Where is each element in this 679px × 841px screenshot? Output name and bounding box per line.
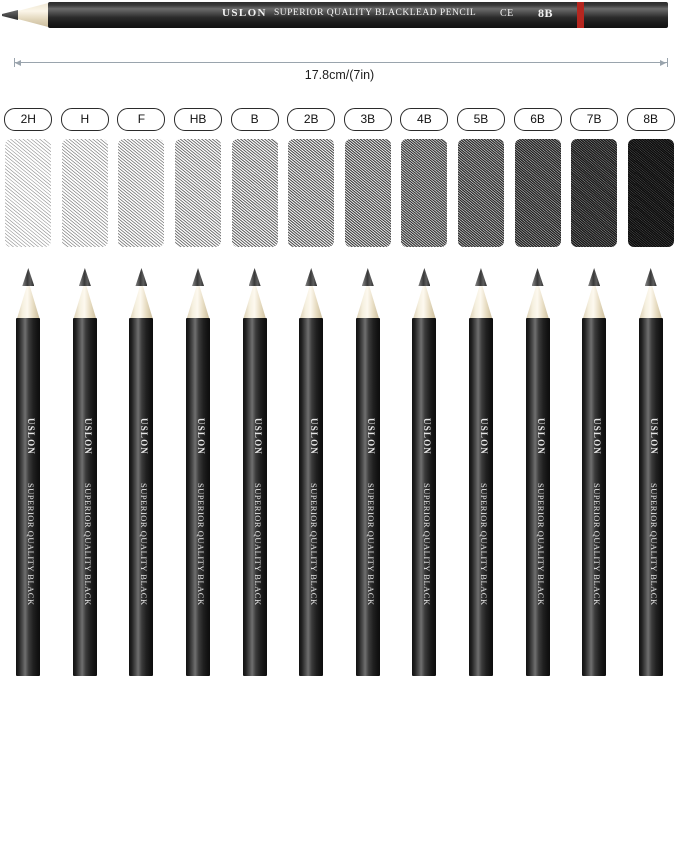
pencil-row: [0, 268, 679, 676]
grade-chip[interactable]: 4B: [400, 108, 448, 131]
measure-end-cap-right: [667, 58, 668, 67]
grade-chip[interactable]: H: [61, 108, 109, 131]
pencil-lead-tip: [135, 268, 147, 286]
pencil: [355, 268, 381, 676]
pencil-lead-tip: [588, 268, 600, 286]
pencil-description: SUPERIOR QUALITY BLACK: [472, 483, 496, 841]
hatch-icon: [5, 139, 51, 247]
hatch-icon: [62, 139, 108, 247]
grade-column: [625, 108, 677, 247]
top-pencil-red-band: [577, 2, 584, 28]
grade-hatch-swatch: [628, 139, 674, 247]
grade-column: [455, 108, 507, 247]
grade-column: [229, 108, 281, 247]
grade-hatch-swatch: [515, 139, 561, 247]
hatch-icon: [175, 139, 221, 247]
grade-hatch-swatch: [232, 139, 278, 247]
pencil-wood-cone: [582, 281, 606, 321]
grade-chip[interactable]: HB: [174, 108, 222, 131]
grade-hatch-swatch: [175, 139, 221, 247]
grade-chip[interactable]: F: [117, 108, 165, 131]
pencil-brand: USLON: [246, 418, 270, 776]
hatch-icon: [515, 139, 561, 247]
grade-column: [59, 108, 111, 247]
hatch-icon: [345, 139, 391, 247]
pencil-description: SUPERIOR QUALITY BLACK: [642, 483, 666, 841]
pencil-brand: USLON: [472, 418, 496, 776]
pencil: [581, 268, 607, 676]
pencil-wood-cone: [469, 281, 493, 321]
grade-chip[interactable]: 2B: [287, 108, 335, 131]
grade-hatch-swatch: [118, 139, 164, 247]
pencil-wood-cone: [16, 281, 40, 321]
grade-column: [512, 108, 564, 247]
pencil-description: SUPERIOR QUALITY BLACK: [529, 483, 553, 841]
pencil-wood-cone: [299, 281, 323, 321]
grade-swatch-row: [0, 108, 679, 258]
pencil-description: SUPERIOR QUALITY BLACK: [359, 483, 383, 841]
hatch-icon: [288, 139, 334, 247]
pencil-brand: USLON: [76, 418, 100, 776]
pencil-brand: USLON: [19, 418, 43, 776]
pencil-lead-tip: [305, 268, 317, 286]
pencil-lead-tip: [249, 268, 261, 286]
top-pencil-description: SUPERIOR QUALITY BLACKLEAD PENCIL: [274, 8, 476, 18]
pencil-wood-cone: [186, 281, 210, 321]
grade-hatch-swatch: [288, 139, 334, 247]
pencil-brand: USLON: [132, 418, 156, 776]
measure-line-rule: [14, 62, 668, 63]
pencil-wood-cone: [73, 281, 97, 321]
grade-hatch-swatch: [5, 139, 51, 247]
grade-chip[interactable]: 6B: [514, 108, 562, 131]
pencil: [638, 268, 664, 676]
grade-column: [115, 108, 167, 247]
pencil-brand: USLON: [529, 418, 553, 776]
arrow-right-icon: [660, 60, 666, 66]
pencil: [185, 268, 211, 676]
pencil: [411, 268, 437, 676]
top-pencil: [0, 0, 679, 48]
pencil-description: SUPERIOR QUALITY BLACK: [302, 483, 326, 841]
pencil-description: SUPERIOR QUALITY BLACK: [415, 483, 439, 841]
pencil-description: SUPERIOR QUALITY BLACK: [189, 483, 213, 841]
pencil-brand: USLON: [189, 418, 213, 776]
pencil: [525, 268, 551, 676]
pencil-brand: USLON: [585, 418, 609, 776]
pencil: [242, 268, 268, 676]
pencil-description: SUPERIOR QUALITY BLACK: [585, 483, 609, 841]
pencil-description: SUPERIOR QUALITY BLACK: [76, 483, 100, 841]
top-pencil-lead: [2, 10, 18, 20]
grade-column: [398, 108, 450, 247]
grade-chip[interactable]: 5B: [457, 108, 505, 131]
pencil-lead-tip: [22, 268, 34, 286]
pencil-brand: USLON: [642, 418, 666, 776]
grade-chip[interactable]: 2H: [4, 108, 52, 131]
grade-column: [285, 108, 337, 247]
top-pencil-grade: 8B: [538, 6, 553, 21]
pencil: [15, 268, 41, 676]
pencil: [468, 268, 494, 676]
pencil-description: SUPERIOR QUALITY BLACK: [132, 483, 156, 841]
grade-chip[interactable]: 3B: [344, 108, 392, 131]
hatch-icon: [118, 139, 164, 247]
pencil-description: SUPERIOR QUALITY BLACK: [246, 483, 270, 841]
pencil-description: SUPERIOR QUALITY BLACK: [19, 483, 43, 841]
grade-hatch-swatch: [345, 139, 391, 247]
grade-chip[interactable]: 7B: [570, 108, 618, 131]
grade-column: [172, 108, 224, 247]
pencil-lead-tip: [645, 268, 657, 286]
pencil-wood-cone: [129, 281, 153, 321]
pencil-lead-tip: [418, 268, 430, 286]
pencil-lead-tip: [192, 268, 204, 286]
grade-hatch-swatch: [571, 139, 617, 247]
pencil-brand: USLON: [359, 418, 383, 776]
grade-hatch-swatch: [458, 139, 504, 247]
grade-column: [2, 108, 54, 247]
grade-column: [342, 108, 394, 247]
grade-hatch-swatch: [62, 139, 108, 247]
arrow-left-icon: [15, 60, 21, 66]
pencil-wood-cone: [243, 281, 267, 321]
pencil: [128, 268, 154, 676]
pencil-wood-cone: [526, 281, 550, 321]
pencil-wood-cone: [412, 281, 436, 321]
pencil-wood-cone: [356, 281, 380, 321]
top-pencil-wood: [12, 2, 52, 28]
grade-chip[interactable]: B: [231, 108, 279, 131]
pencil: [298, 268, 324, 676]
top-pencil-tip: [2, 2, 50, 28]
pencil-brand: USLON: [415, 418, 439, 776]
grade-hatch-swatch: [401, 139, 447, 247]
hatch-icon: [401, 139, 447, 247]
top-pencil-brand: USLON: [222, 7, 267, 19]
pencil: [72, 268, 98, 676]
hatch-icon: [628, 139, 674, 247]
pencil-brand: USLON: [302, 418, 326, 776]
pencil-wood-cone: [639, 281, 663, 321]
pencil-lead-tip: [532, 268, 544, 286]
pencil-lead-tip: [475, 268, 487, 286]
hatch-icon: [571, 139, 617, 247]
pencil-lead-tip: [362, 268, 374, 286]
measurement-line: [0, 54, 679, 86]
hatch-icon: [458, 139, 504, 247]
hatch-icon: [232, 139, 278, 247]
ce-mark-icon: CE: [500, 8, 514, 19]
grade-chip[interactable]: 8B: [627, 108, 675, 131]
pencil-lead-tip: [79, 268, 91, 286]
grade-column: [568, 108, 620, 247]
measurement-label: 17.8cm/(7in): [0, 68, 679, 82]
